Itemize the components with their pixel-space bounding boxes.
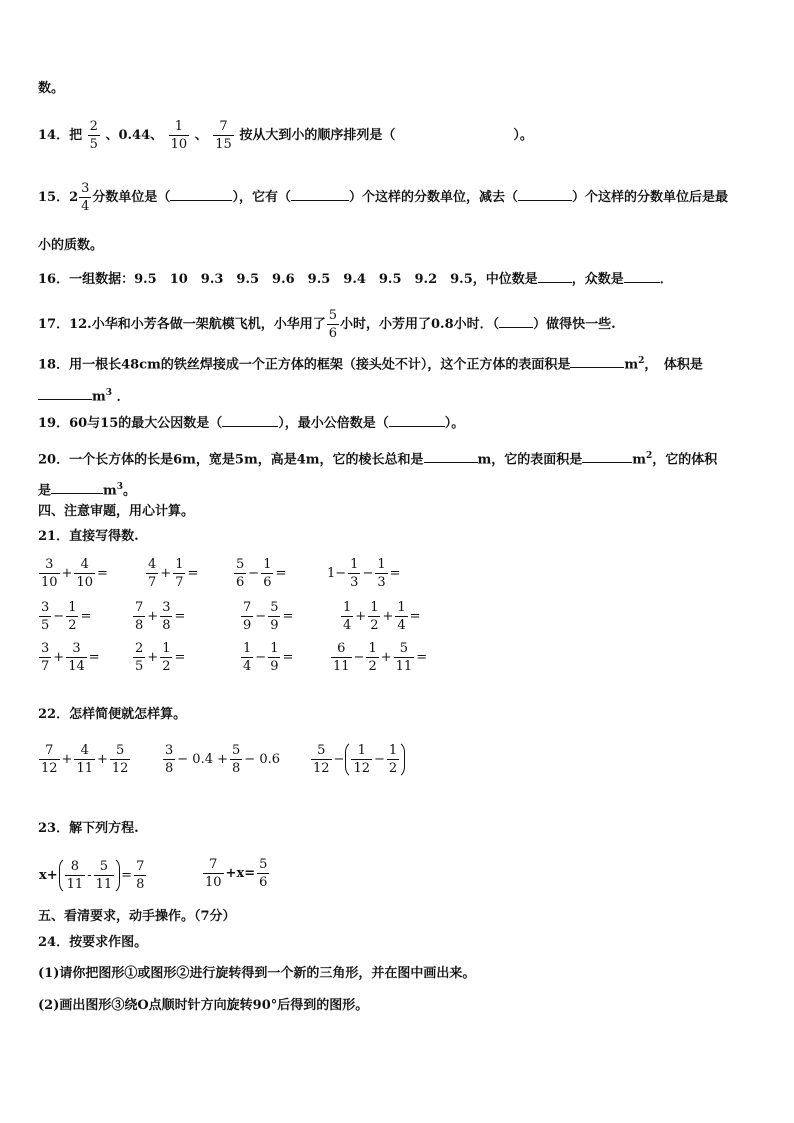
mental-math-item: $\frac{7}{9}$ − $\frac{5}{9}$ = <box>243 600 294 633</box>
fraction: $\frac{1}{10}$ <box>170 119 188 152</box>
question-24-part1: (1)请你把图形①或图形②进行旋转得到一个新的三角形，并在图中画出来。 <box>38 966 476 981</box>
answer-blank[interactable] <box>170 188 232 201</box>
question-18: 18．用一根长48cm的铁丝焊接成一个正方体的框架（接头处不计），这个正方体的表面积是 $m^2$， 体积是 <box>38 356 703 373</box>
mental-math-item: $\frac{7}{8}$ + $\frac{3}{8}$ = <box>135 600 186 633</box>
section-heading: 四、注意审题，用心计算。 <box>38 504 195 519</box>
answer-blank[interactable] <box>291 188 349 201</box>
simplify-expression: $\frac{7}{12}$ + $\frac{4}{11}$ + $\frac{5}{12}$ <box>41 743 129 776</box>
question-15-line2: 小的质数。 <box>38 238 104 253</box>
simplify-expression: $\frac{5}{12}$ − $\frac{1}{12}$ − $\frac{1}{2}$ <box>310 740 405 779</box>
mental-math-item: $\frac{2}{5}$ + $\frac{1}{2}$ = <box>135 641 186 674</box>
answer-blank[interactable] <box>51 481 103 494</box>
mental-math-item: $\frac{5}{6}$ − $\frac{1}{6}$ = <box>236 557 287 590</box>
mental-math-item: $\frac{1}{4}$ + $\frac{1}{2}$ + $\frac{1}{4}$ = <box>343 600 421 633</box>
answer-blank[interactable] <box>424 450 478 463</box>
equation: x+ $\frac{8}{11}$ - $\frac{5}{11}$ = $\frac{7}{8}$ <box>38 856 147 895</box>
section-heading: 五、看清要求，动手操作。（7分） <box>38 909 236 924</box>
answer-blank[interactable] <box>624 270 660 283</box>
question-19: 19．60与15的最大公因数是（ ），最小公倍数是（ ）。 <box>38 416 465 431</box>
question-17: 17．12.小华和小芳各做一架航模飞机，小华用了 $\frac{5}{6}$ 小时，小芳用了0.8小时．（ ）做得快一些. <box>38 308 616 341</box>
question-18-line2: $m^3$ ． <box>38 384 130 406</box>
mental-math-item: $\frac{1}{4}$ − $\frac{1}{9}$ = <box>243 641 294 674</box>
question-14: 14．把 $\frac{2}{5}$ 、0.44、 $\frac{1}{10}$ 、 $\frac{7}{15}$ 按从大到小的顺序排列是（ ）。 <box>38 119 533 152</box>
continued-text: 数。 <box>38 81 65 96</box>
fraction: $\frac{2}{5}$ <box>89 119 98 152</box>
answer-blank[interactable] <box>582 450 632 463</box>
answer-blank[interactable] <box>389 414 445 427</box>
answer-blank[interactable] <box>570 355 624 368</box>
mental-math-item: $\frac{3}{10}$ + $\frac{4}{10}$ = <box>41 557 108 590</box>
question-15: 15．2 $\frac{3}{4}$ 分数单位是（ ），它有（ ）个这样的分数单位，减去（ ）个这样的分数单位后是最 <box>38 181 728 214</box>
mental-math-item: $\frac{3}{7}$ + $\frac{3}{14}$ = <box>41 641 100 674</box>
simplify-expression: $\frac{3}{8}$ − 0.4 + $\frac{5}{8}$ − 0.6 <box>165 743 280 776</box>
question-21-title: 21．直接写得数. <box>38 529 139 544</box>
mental-math-item: $\frac{3}{5}$ − $\frac{1}{2}$ = <box>41 600 92 633</box>
fraction: $\frac{7}{15}$ <box>215 119 232 152</box>
question-16: 16．一组数据：9.5 10 9.3 9.5 9.6 9.5 9.4 9.5 9.2 9.5，中位数是 ，众数是 ． <box>38 272 673 287</box>
answer-blank[interactable] <box>38 387 92 400</box>
question-20-line2: 是 $m^3$。 <box>38 482 137 499</box>
answer-blank[interactable] <box>499 315 533 328</box>
question-22-title: 22．怎样简便就怎样算。 <box>38 707 187 722</box>
question-23-title: 23．解下列方程. <box>38 821 139 836</box>
question-24-title: 24．按要求作图。 <box>38 935 148 950</box>
answer-blank[interactable] <box>222 414 278 427</box>
mental-math-item: 1− $\frac{1}{3}$ − $\frac{1}{3}$ = <box>327 557 401 590</box>
fraction: $\frac{3}{4}$ <box>81 181 90 214</box>
mental-math-item: $\frac{4}{7}$ + $\frac{1}{7}$ = <box>148 557 199 590</box>
question-20: 20．一个长方体的长是6m，宽是5m，高是4m，它的棱长总和是 m，它的表面积是 $m^2$，它的体积 <box>38 451 718 468</box>
fraction: $\frac{5}{6}$ <box>328 308 337 341</box>
mental-math-item: $\frac{6}{11}$ − $\frac{1}{2}$ + $\frac{5}{11}$ = <box>333 641 428 674</box>
answer-blank[interactable] <box>518 188 572 201</box>
answer-blank[interactable] <box>538 270 572 283</box>
equation: $\frac{7}{10}$ +x= $\frac{5}{6}$ <box>205 857 268 890</box>
question-24-part2: (2)画出图形③绕O点顺时针方向旋转90°后得到的图形。 <box>38 998 369 1013</box>
